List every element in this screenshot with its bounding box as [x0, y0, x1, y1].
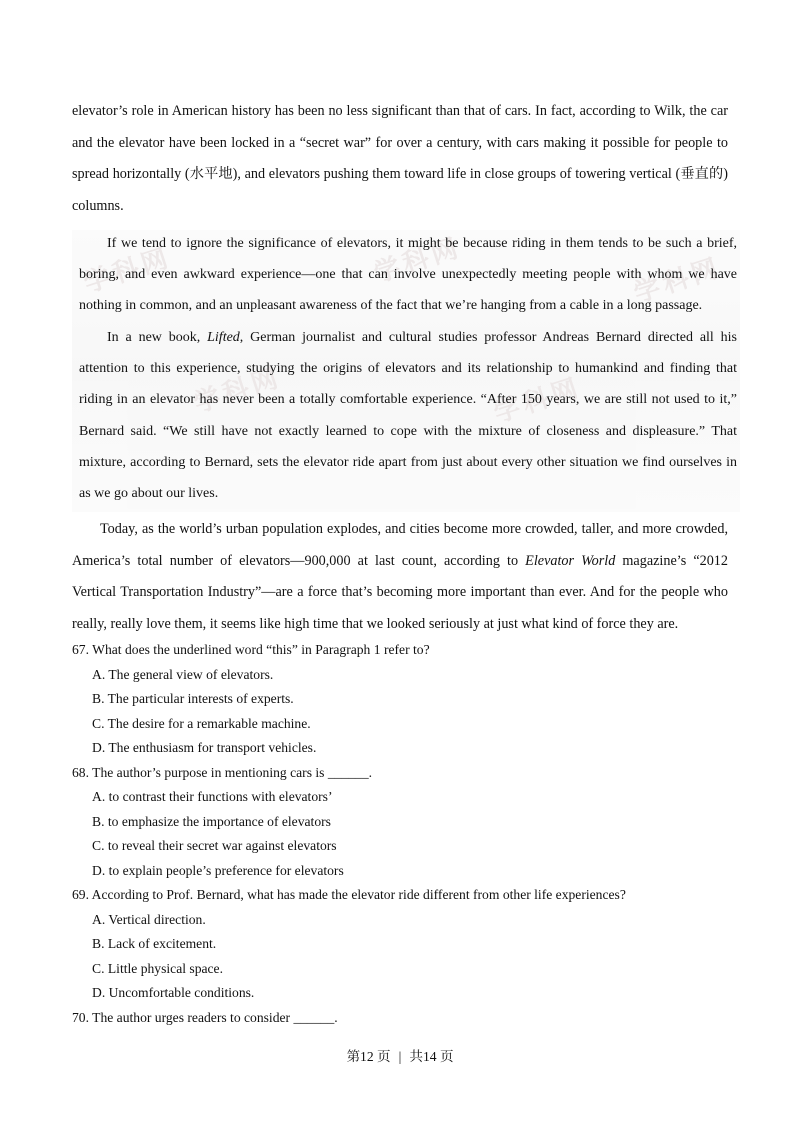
question-stem: 67. What does the underlined word “this” in Paragraph 1 refer to? — [72, 642, 430, 657]
watermark-logo: 学科网 — [630, 252, 726, 310]
paragraph-4-text-a: Today, as the world’s urban population explodes, and cities become more crowded, taller, and more crowded, America’s total number of elevators—900,000 at last count, according to — [72, 521, 728, 569]
question-stem: 70. The author urges readers to consider ______. — [72, 1009, 338, 1025]
book-title: Lifted — [207, 330, 240, 345]
question-list — [72, 638, 732, 1030]
paragraph-3 — [79, 322, 737, 509]
answer-option: A. to contrast their functions with elevators’ — [92, 789, 333, 804]
answer-option: C. Little physical space. — [92, 960, 223, 976]
answer-option: C. The desire for a remarkable machine. — [92, 715, 311, 731]
answer-option: D. Uncomfortable conditions. — [92, 985, 255, 1000]
answer-option: B. The particular interests of experts. — [92, 691, 294, 706]
answer-option: B. Lack of excitement. — [92, 936, 217, 951]
paragraph-3-text-b: , German journalist and cultural studies professor Andreas Bernard directed all his attention to this experience, studying the origins of elevators and its relationship to humankind and finding that riding in an elevator has never been a totally comfortable experience. “After 150 years, we are still not used to it,” Bernard said. “We still have not exactly learned to cope with the mixture of closeness and displeasure.” That mixture, according to Bernard, sets the elevator ride apart from just about every other situation we find ourselves in as we go about our lives. — [79, 330, 738, 502]
watermark-logo: 学科网 — [190, 362, 286, 420]
magazine-title: Elevator World — [525, 552, 616, 569]
answer-option: A. Vertical direction. — [92, 911, 206, 927]
watermark-logo: 学科网 — [80, 242, 176, 300]
page-number: 第12 页 — [346, 1049, 391, 1064]
paragraph-2 — [79, 228, 737, 321]
paragraph-4-text-b: magazine’s “2012 Vertical Transportation Industry”—are a force that’s becoming more important than ever. And for the people who really, really love them, it seems like high time that we looked seriously at just what kind of force they are. — [72, 552, 728, 632]
question-stem: 69. According to Prof. Bernard, what has made the elevator ride different from other life experiences? — [72, 887, 626, 902]
watermark-logo: 学科网 — [490, 372, 586, 430]
answer-option: D. to explain people’s preference for elevators — [92, 862, 344, 878]
page-total: 共14 页 — [409, 1049, 454, 1064]
answer-option: C. to reveal their secret war against elevators — [92, 838, 337, 853]
paragraph-4 — [72, 514, 728, 640]
paragraph-3-text-a: In a new book, — [107, 330, 208, 345]
watermark-logo: 学科网 — [370, 232, 466, 290]
paragraph-2-text: If we tend to ignore the significance of elevators, it might be because riding in them tends to be such a brief, boring, and even awkward experience—one that can involve unexpectedly meeting people with whom we have nothing in common, and an unpleasant awareness of the fact that we’re hanging from a cable in a long passage. — [79, 236, 737, 313]
answer-option: A. The general view of elevators. — [92, 666, 274, 682]
paragraph-1: elevator’s role in American history has been no less significant than that of cars. In fact, according to Wilk, the car and the elevator have been locked in a “secret war” for over a century, with cars making it possible for people to spread horizontally (水平地), and elevators pushing them toward life in close groups of towering vertical (垂直的) columns. — [72, 103, 728, 214]
answer-option: B. to emphasize the importance of elevators — [92, 813, 331, 829]
answer-option: D. The enthusiasm for transport vehicles. — [92, 740, 317, 755]
question-stem: 68. The author’s purpose in mentioning cars is ______. — [72, 764, 373, 780]
footer-separator: | — [398, 1049, 402, 1064]
page-footer — [0, 1045, 800, 1065]
